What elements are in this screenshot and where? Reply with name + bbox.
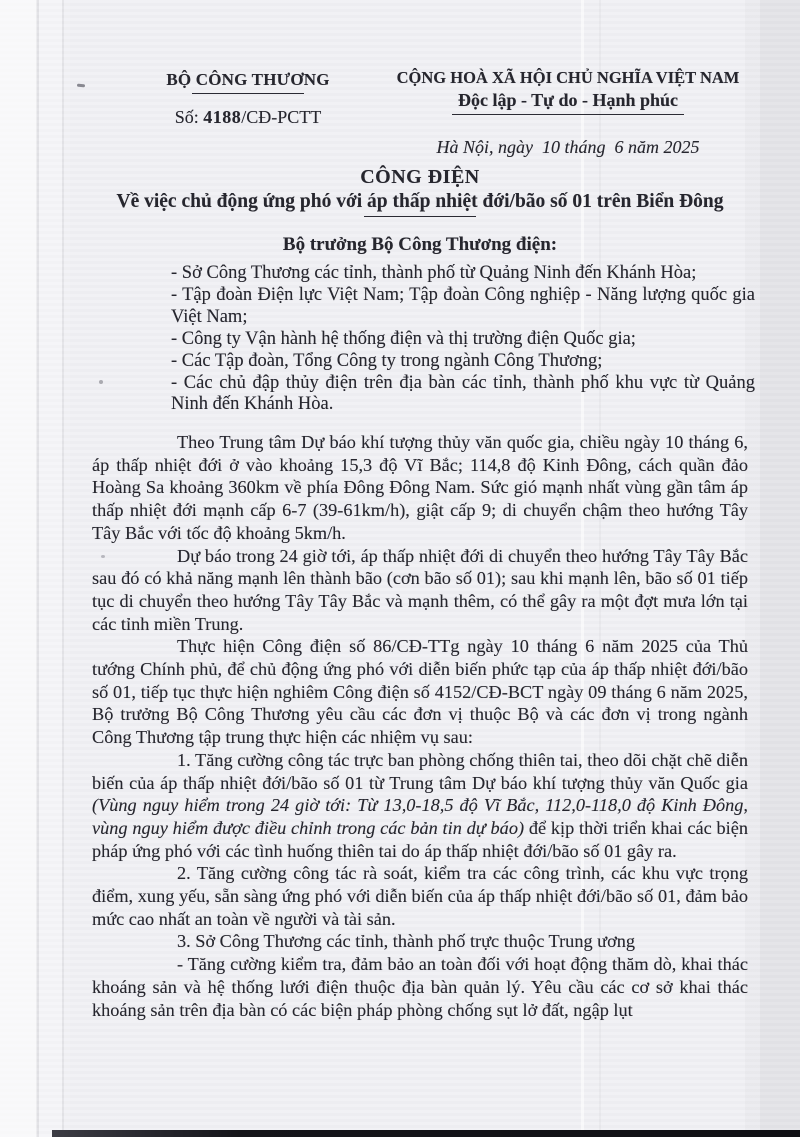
national-header-block bbox=[380, 68, 756, 158]
place-and-date: Hà Nội, ngày 10 tháng 6 năm 2025 bbox=[436, 137, 700, 157]
scan-speck bbox=[99, 380, 103, 384]
scan-speck bbox=[77, 84, 85, 88]
recipient-item: - Công ty Vận hành hệ thống điện và thị trường điện Quốc gia; bbox=[171, 328, 636, 349]
issuing-agency-name: BỘ CÔNG THƯƠNG bbox=[166, 70, 330, 89]
recipient-item: - Các chủ đập thủy điện trên địa bàn các tỉnh, thành phố khu vực từ Quảng Ninh đến Khánh Hòa. bbox=[171, 372, 755, 415]
paragraph-task-3-heading: 3. Sở Công Thương các tỉnh, thành phố trực thuộc Trung ương bbox=[177, 931, 636, 952]
national-header: CỘNG HOÀ XÃ HỘI CHỦ NGHĨA VIỆT NAM bbox=[396, 68, 740, 87]
recipient-item: - Sở Công Thương các tỉnh, thành phố từ Quảng Ninh đến Khánh Hòa; bbox=[171, 263, 697, 283]
recipient-item: - Tập đoàn Điện lực Việt Nam; Tập đoàn Công nghiệp - Năng lượng quốc gia Việt Nam; bbox=[171, 284, 755, 327]
paragraph-directive-basis: Thực hiện Công điện số 86/CĐ-TTg ngày 10 tháng 6 năm 2025 của Thủ tướng Chính phủ, để chủ động ứng phó với diễn biến phức tạp của áp thấp nhiệt đới/bão số 01, tiếp tục thực hiện nghiêm Công điện số 4152/CĐ-BCT ngày 09 tháng 6 năm 2025, Bộ trưởng Bộ Công Thương yêu cầu các đơn vị thuộc Bộ và các đơn vị trong ngành Công Thương tập trung thực hiện các nhiệm vụ sau: bbox=[92, 636, 748, 748]
document-number-value: 4188 bbox=[203, 107, 242, 127]
document-type-title: CÔNG ĐIỆN bbox=[360, 166, 480, 188]
national-motto: Độc lập - Tự do - Hạnh phúc bbox=[457, 90, 679, 110]
paragraph-task-2: 2. Tăng cường công tác rà soát, kiểm tra các công trình, các khu vực trọng điểm, xung yếu, sẵn sàng ứng phó với diễn biến của áp thấp nhiệt đới/bão số 01, đảm bảo mức cao nhất an toàn về người và tài sản. bbox=[92, 863, 748, 929]
motto-underline bbox=[452, 114, 684, 115]
salutation: Bộ trưởng Bộ Công Thương điện: bbox=[282, 234, 558, 255]
scan-edge-bar bbox=[52, 1130, 800, 1137]
issuing-agency-block bbox=[137, 70, 359, 128]
recipient-list bbox=[171, 263, 755, 416]
task-1-danger-zone-note: (Vùng nguy hiểm trong 24 giờ tới: Từ 13,0-18,5 độ Vĩ Bắc, 112,0-118,0 độ Kinh Đông, vùng nguy hiểm được điều chỉnh trong các bản tin dự báo) bbox=[92, 795, 748, 838]
task-1-text: 1. Tăng cường công tác trực ban phòng chống thiên tai, theo dõi chặt chẽ diễn biến của áp thấp nhiệt đới/bão số 01 từ Trung tâm Dự báo khí tượng thủy văn Quốc gia bbox=[92, 749, 748, 793]
document-subject: Về việc chủ động ứng phó với áp thấp nhiệt đới/bão số 01 trên Biển Đông bbox=[116, 191, 724, 212]
document-number-suffix: /CĐ-PCTT bbox=[241, 107, 322, 127]
agency-underline bbox=[192, 93, 304, 94]
title-block bbox=[92, 166, 748, 256]
task-1-text-cont: để kịp thời triển khai các biện pháp ứng phó với các tình huống thiên tai do áp thấp nhiệt đới/bão số 01 gây ra. bbox=[92, 817, 748, 861]
scan-speck bbox=[101, 555, 105, 558]
recipient-item: - Các Tập đoàn, Tổng Công ty trong ngành Công Thương; bbox=[171, 350, 603, 371]
paragraph-forecast-24h: Dự báo trong 24 giờ tới, áp thấp nhiệt đới di chuyển theo hướng Tây Tây Bắc sau đó có khả năng mạnh lên thành bão (cơn bão số 01); sau khi mạnh lên, bão số 01 tiếp tục di chuyển theo hướng Tây Tây Bắc và mạnh thêm, có thể gây ra một đợt mưa lớn tại các tỉnh miền Trung. bbox=[92, 545, 748, 634]
paragraph-task-1 bbox=[92, 749, 748, 863]
paragraph-task-3-item: - Tăng cường kiểm tra, đảm bảo an toàn đối với hoạt động thăm dò, khai thác khoáng sản và hệ thống lưới điện thuộc địa bàn quản lý. Yêu cầu các cơ sở khai thác khoáng sản trên địa bàn có các biện pháp phòng chống sụt lở đất, ngập lụt bbox=[92, 954, 748, 1020]
paragraph-forecast-current: Theo Trung tâm Dự báo khí tượng thủy văn quốc gia, chiều ngày 10 tháng 6, áp thấp nhiệt đới ở vào khoảng 15,3 độ Vĩ Bắc; 114,8 độ Kinh Đông, cách quần đảo Hoàng Sa khoảng 360km về phía Đông Đông Nam. Sức gió mạnh nhất vùng gần tâm áp thấp nhiệt đới mạnh cấp 6-7 (39-61km/h), giật cấp 9; di chuyển chậm theo hướng Tây Tây Bắc với tốc độ khoảng 5km/h. bbox=[92, 432, 748, 543]
document-number-label: Số: bbox=[174, 107, 199, 127]
subject-underline bbox=[364, 216, 476, 217]
document-number bbox=[137, 107, 359, 128]
document-body bbox=[92, 431, 748, 1021]
